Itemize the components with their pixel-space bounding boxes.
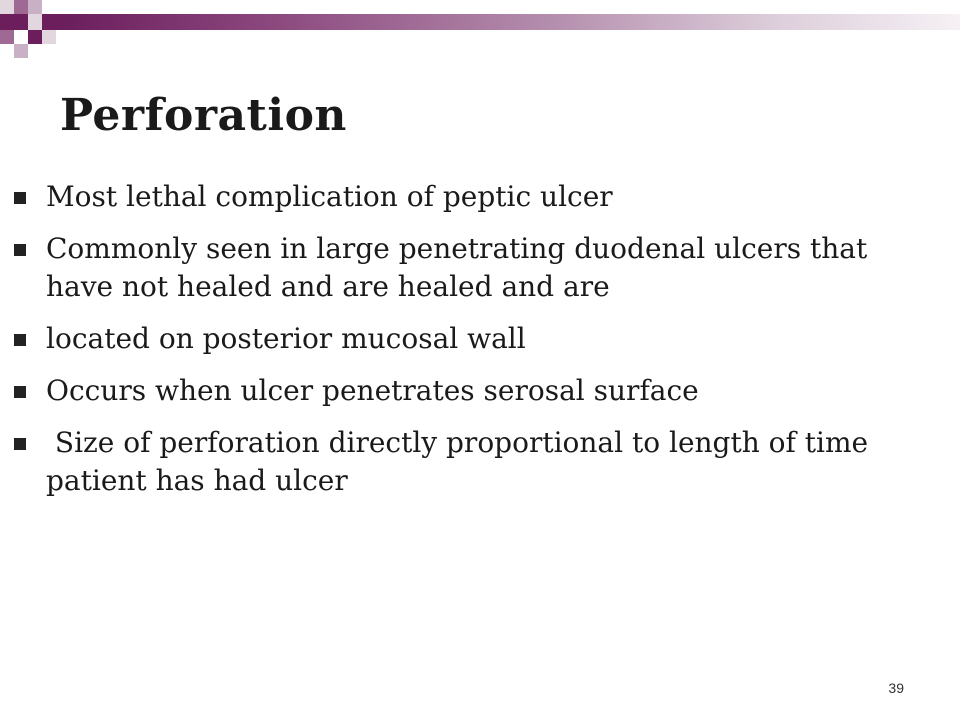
square-bullet-icon [14, 438, 26, 450]
square-bullet-icon [14, 192, 26, 204]
bullet-text: Most lethal complication of peptic ulcer [46, 180, 613, 213]
bullet-text: Commonly seen in large penetrating duodenal ulcers that have not healed and are healed and are [46, 232, 868, 303]
bullet-list [14, 178, 914, 514]
decorative-title-bar [60, 14, 960, 30]
square-bullet-icon [14, 334, 26, 346]
bullet-item [14, 230, 914, 306]
bullet-text: Occurs when ulcer penetrates serosal surface [46, 374, 699, 407]
bullet-item [14, 178, 914, 216]
bullet-text: located on posterior mucosal wall [46, 322, 526, 355]
square-bullet-icon [14, 244, 26, 256]
bullet-item [14, 320, 914, 358]
page-number: 39 [888, 680, 904, 696]
square-bullet-icon [14, 386, 26, 398]
decorative-squares [0, 0, 80, 60]
bullet-item [14, 372, 914, 410]
slide-title: Perforation [60, 90, 347, 141]
bullet-item [14, 424, 914, 500]
bullet-text: Size of perforation directly proportional to length of time patient has had ulcer [46, 426, 878, 497]
